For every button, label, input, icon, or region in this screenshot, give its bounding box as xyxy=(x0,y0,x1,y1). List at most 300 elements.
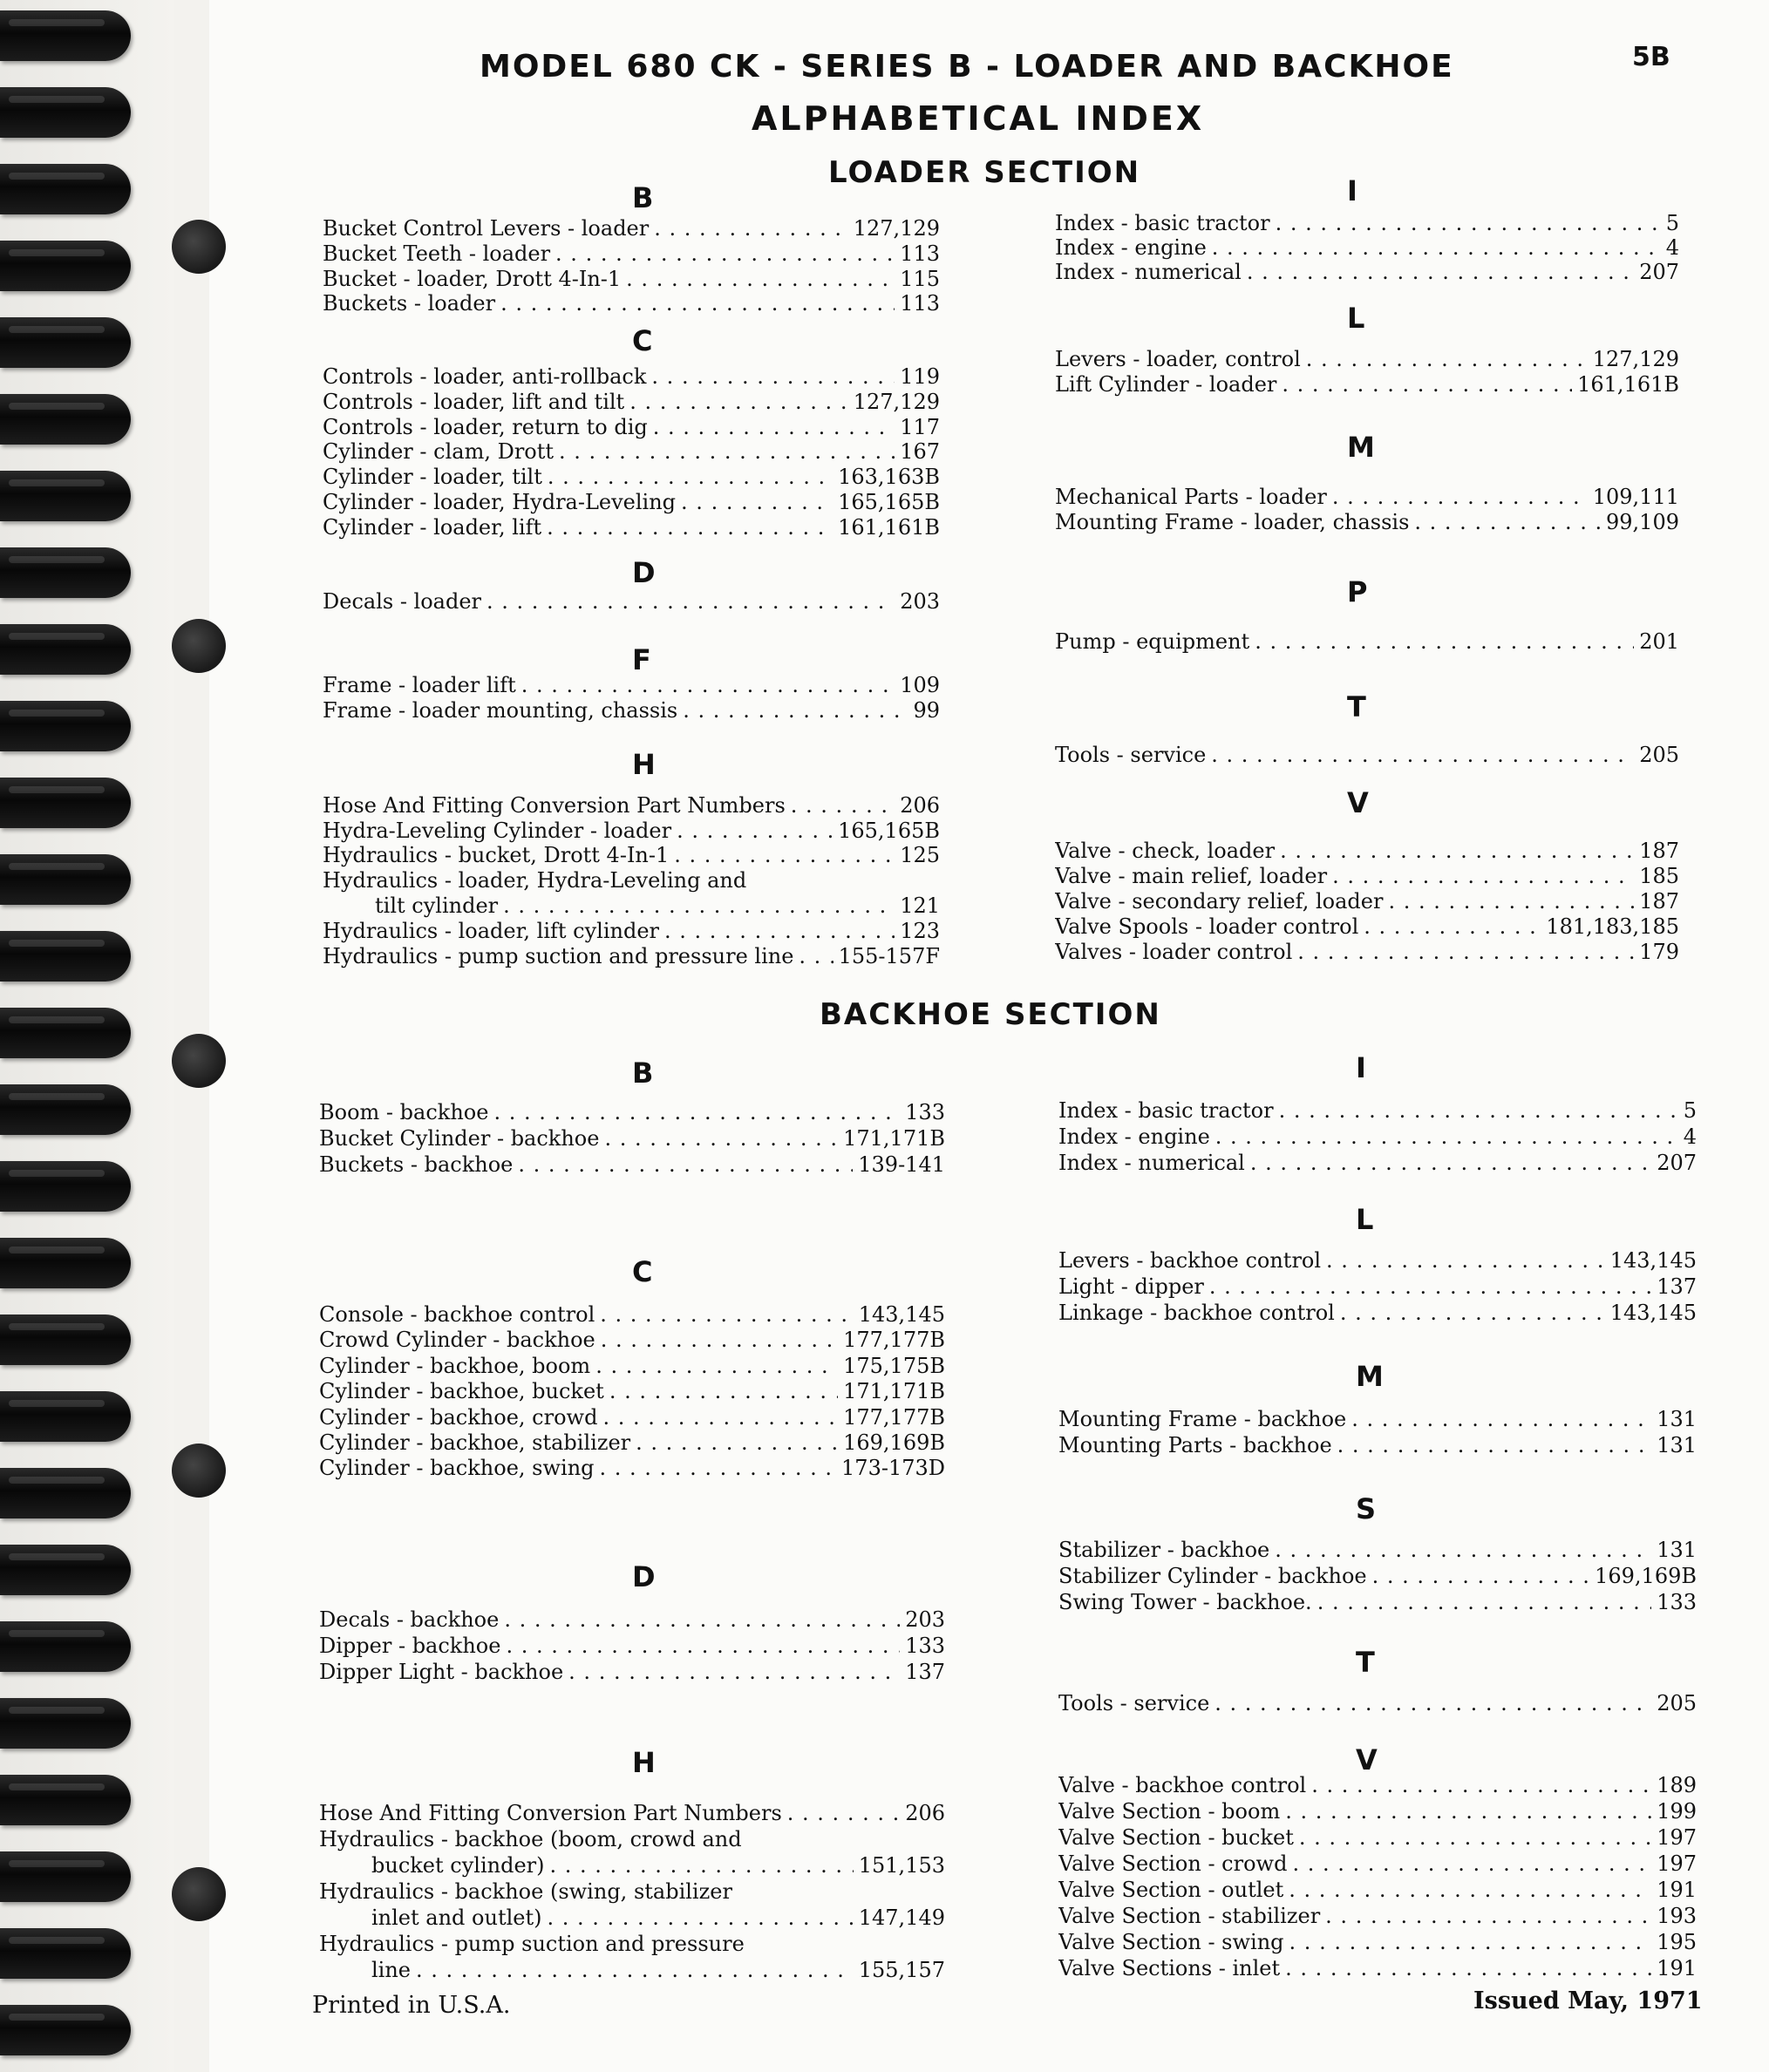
entry-label: Cylinder - backhoe, crowd xyxy=(319,1405,598,1430)
leader-dots xyxy=(1299,1825,1651,1850)
index-entry xyxy=(375,893,940,919)
binding-coil xyxy=(0,317,131,368)
entry-label: Valves - loader control xyxy=(1055,940,1293,964)
index-entry xyxy=(1058,1930,1697,1955)
punch-hole xyxy=(172,619,226,673)
entry-label: Tools - service xyxy=(1055,743,1207,767)
index-entry xyxy=(323,291,940,316)
entry-label: Valve Section - outlet xyxy=(1058,1878,1284,1902)
punch-hole xyxy=(172,220,226,274)
entry-label: Decals - loader xyxy=(323,589,482,614)
entry-label: Bucket Cylinder - backhoe xyxy=(319,1126,600,1151)
binding-coil xyxy=(0,241,131,291)
entry-label: Cylinder - backhoe, bucket xyxy=(319,1379,604,1403)
entry-label: Pump - equipment xyxy=(1055,629,1250,654)
index-entry xyxy=(1058,1538,1697,1563)
index-letter-heading: S xyxy=(1356,1492,1377,1525)
index-entry xyxy=(323,439,940,465)
index-entry xyxy=(1058,1274,1697,1300)
leader-dots xyxy=(1289,1878,1651,1902)
entry-label: Stabilizer - backhoe xyxy=(1058,1538,1270,1562)
binding-coil xyxy=(0,1008,131,1058)
leader-dots xyxy=(626,267,895,291)
entry-page-ref: 99,109 xyxy=(1606,510,1679,534)
leader-dots xyxy=(600,1302,853,1327)
leader-dots xyxy=(1326,1248,1605,1273)
entry-page-ref: 169,169B xyxy=(843,1430,945,1455)
entry-page-ref: 206 xyxy=(900,793,940,818)
entry-label: Index - basic tractor xyxy=(1055,211,1270,235)
entry-label: Cylinder - loader, tilt xyxy=(323,465,542,489)
index-entry xyxy=(371,1853,945,1878)
leader-dots xyxy=(1280,839,1634,863)
entry-page-ref: 131 xyxy=(1657,1538,1697,1562)
binding-coil xyxy=(0,1621,131,1672)
entry-page-ref: 205 xyxy=(1657,1691,1697,1715)
index-entry xyxy=(1055,864,1679,889)
leader-dots xyxy=(500,291,895,316)
entry-page-ref: 171,171B xyxy=(843,1126,945,1151)
entry-page-ref: 155-157F xyxy=(838,944,940,968)
entry-label: Cylinder - backhoe, swing xyxy=(319,1456,595,1480)
index-entry xyxy=(323,415,940,440)
leader-dots xyxy=(595,1354,838,1378)
entry-page-ref: 127,129 xyxy=(853,216,940,241)
index-entry xyxy=(1058,1904,1697,1929)
leader-dots xyxy=(654,216,848,241)
entry-page-ref: 177,177B xyxy=(843,1405,945,1430)
leader-dots xyxy=(1332,485,1588,509)
entry-label: Linkage - backhoe control xyxy=(1058,1301,1335,1325)
entry-label: Index - engine xyxy=(1058,1124,1210,1149)
index-entry xyxy=(319,1328,945,1353)
entry-page-ref: 169,169B xyxy=(1595,1564,1697,1588)
index-entry xyxy=(1055,743,1679,768)
entry-page-ref: 187 xyxy=(1639,839,1679,863)
entry-page-ref: 127,129 xyxy=(853,390,940,414)
punch-hole xyxy=(172,1867,226,1921)
index-entry xyxy=(319,1456,945,1481)
entry-page-ref: 4 xyxy=(1665,235,1679,260)
entry-label: Index - numerical xyxy=(1055,260,1242,284)
entry-label: Valve - main relief, loader xyxy=(1055,864,1328,888)
entry-label: Hydraulics - bucket, Drott 4-In-1 xyxy=(323,843,670,867)
entry-label: Hydra-Leveling Cylinder - loader xyxy=(323,819,672,843)
index-entry xyxy=(319,1430,945,1456)
index-letter-heading: B xyxy=(632,181,654,214)
leader-dots xyxy=(493,1100,900,1124)
entry-label: Hydraulics - loader, lift cylinder xyxy=(323,919,660,943)
index-entry xyxy=(323,465,940,490)
index-entry xyxy=(319,1607,945,1633)
leader-dots xyxy=(600,1456,837,1480)
binding-coil xyxy=(0,10,131,61)
entry-page-ref: 197 xyxy=(1657,1851,1697,1876)
entry-label: Controls - loader, anti-rollback xyxy=(323,364,647,389)
entry-page-ref: 175,175B xyxy=(843,1354,945,1378)
entry-label: Valve - check, loader xyxy=(1055,839,1276,863)
entry-label: Index - basic tractor xyxy=(1058,1098,1274,1123)
footer-issued: Issued May, 1971 xyxy=(1473,1987,1703,2014)
entry-label: line xyxy=(371,1958,412,1982)
binding-coil xyxy=(0,87,131,138)
index-entry xyxy=(323,919,940,944)
leader-dots xyxy=(1215,1124,1678,1149)
entry-page-ref: 113 xyxy=(900,241,940,266)
entry-label: Valve Section - bucket xyxy=(1058,1825,1294,1850)
entry-page-ref: 205 xyxy=(1639,743,1679,767)
leader-dots xyxy=(1388,889,1634,914)
index-entry xyxy=(323,843,940,868)
entry-page-ref: 147,149 xyxy=(858,1906,945,1930)
entry-page-ref: 5 xyxy=(1683,1098,1697,1123)
binding-coil xyxy=(0,394,131,445)
binding-coil xyxy=(0,547,131,598)
index-entry xyxy=(1055,485,1679,510)
entry-label: Frame - loader mounting, chassis xyxy=(323,698,678,723)
index-entry xyxy=(1055,347,1679,372)
binding-coil xyxy=(0,1698,131,1749)
leader-dots xyxy=(1250,1151,1651,1175)
index-entry xyxy=(371,1958,945,1983)
index-entry xyxy=(319,1100,945,1125)
index-entry xyxy=(323,241,940,267)
entry-page-ref: 177,177B xyxy=(843,1328,945,1352)
leader-dots xyxy=(1306,347,1588,371)
entry-label: Valve Section - boom xyxy=(1058,1799,1281,1824)
entry-page-ref: 143,145 xyxy=(858,1302,945,1327)
entry-label: Mechanical Parts - loader xyxy=(1055,485,1327,509)
leader-dots xyxy=(791,793,895,818)
index-entry xyxy=(1058,1433,1697,1458)
index-entry xyxy=(1055,260,1679,285)
index-entry xyxy=(319,1801,945,1826)
entry-page-ref: 207 xyxy=(1639,260,1679,284)
index-letter-heading: L xyxy=(1347,302,1365,335)
entry-page-ref: 201 xyxy=(1639,629,1679,654)
index-letter-heading: C xyxy=(632,1255,653,1288)
entry-page-ref: 207 xyxy=(1657,1151,1697,1175)
leader-dots xyxy=(547,515,833,540)
index-letter-heading: T xyxy=(1347,690,1366,724)
entry-label: Cylinder - clam, Drott xyxy=(323,439,555,464)
binding-coil xyxy=(0,701,131,751)
index-letter-heading: T xyxy=(1356,1646,1375,1679)
entry-page-ref: 113 xyxy=(900,291,940,316)
index-entry xyxy=(323,216,940,241)
leader-dots xyxy=(1276,211,1661,235)
entry-page-ref: 163,163B xyxy=(838,465,940,489)
index-entry xyxy=(319,1379,945,1404)
index-entry xyxy=(1058,1151,1697,1176)
binding-coil xyxy=(0,1391,131,1442)
index-entry xyxy=(323,589,940,615)
leader-dots xyxy=(674,843,895,867)
leader-dots xyxy=(555,241,895,266)
index-entry xyxy=(1055,510,1679,535)
entry-label: Levers - backhoe control xyxy=(1058,1248,1322,1273)
entry-page-ref: 143,145 xyxy=(1609,1248,1697,1273)
entry-label: Index - numerical xyxy=(1058,1151,1245,1175)
leader-dots xyxy=(1364,914,1541,939)
entry-label: Buckets - loader xyxy=(323,291,496,316)
entry-page-ref: 99 xyxy=(913,698,940,723)
leader-dots xyxy=(604,1126,838,1151)
index-entry xyxy=(323,793,940,819)
index-entry xyxy=(371,1906,945,1931)
index-entry xyxy=(323,819,940,844)
spiral-binding xyxy=(0,0,174,2072)
entry-label: bucket cylinder) xyxy=(371,1853,545,1878)
entry-page-ref: 133 xyxy=(905,1100,945,1124)
leader-dots xyxy=(486,589,895,614)
entry-label: Cylinder - loader, Hydra-Leveling xyxy=(323,490,677,514)
entry-label: Cylinder - loader, lift xyxy=(323,515,542,540)
entry-page-ref: 187 xyxy=(1639,889,1679,914)
leader-dots xyxy=(1285,1799,1651,1824)
leader-dots xyxy=(1255,629,1634,654)
entry-label: Valve Section - stabilizer xyxy=(1058,1904,1321,1928)
leader-dots xyxy=(1340,1301,1605,1325)
entry-label: Hose And Fitting Conversion Part Numbers xyxy=(319,1801,782,1825)
entry-label: Mounting Frame - backhoe xyxy=(1058,1407,1347,1431)
entry-label: Valve - secondary relief, loader xyxy=(1055,889,1384,914)
entry-label: Mounting Parts - backhoe xyxy=(1058,1433,1332,1457)
index-entry xyxy=(1058,1301,1697,1326)
leader-dots xyxy=(547,1906,853,1930)
entry-label: Swing Tower - backhoe. xyxy=(1058,1590,1312,1614)
punch-hole xyxy=(172,1034,226,1088)
entry-page-ref: 155,157 xyxy=(858,1958,945,1982)
punch-hole xyxy=(172,1444,226,1498)
entry-page-ref: 199 xyxy=(1657,1799,1697,1824)
index-entry-text: Hydraulics - loader, Hydra-Leveling and xyxy=(323,868,747,893)
index-entry xyxy=(1055,629,1679,655)
index-letter-heading: I xyxy=(1347,174,1357,207)
entry-page-ref: 143,145 xyxy=(1609,1301,1697,1325)
entry-page-ref: 191 xyxy=(1657,1956,1697,1980)
index-entry xyxy=(1058,1773,1697,1798)
entry-label: Index - engine xyxy=(1055,235,1207,260)
entry-page-ref: 167 xyxy=(900,439,940,464)
binding-coil xyxy=(0,1775,131,1825)
footer-printed: Printed in U.S.A. xyxy=(312,1992,511,2019)
leader-dots xyxy=(1414,510,1601,534)
index-entry xyxy=(323,364,940,390)
leader-dots xyxy=(1279,1098,1678,1123)
index-entry-text: Hydraulics - backhoe (swing, stabilizer xyxy=(319,1879,732,1904)
index-entry xyxy=(1058,1590,1697,1615)
entry-page-ref: 117 xyxy=(900,415,940,439)
entry-page-ref: 5 xyxy=(1665,211,1679,235)
index-entry xyxy=(1055,839,1679,864)
leader-dots xyxy=(1372,1564,1589,1588)
entry-label: Bucket Teeth - loader xyxy=(323,241,551,266)
index-letter-heading: C xyxy=(632,324,653,357)
index-entry xyxy=(1058,1825,1697,1851)
entry-page-ref: 203 xyxy=(905,1607,945,1632)
entry-label: Mounting Frame - loader, chassis xyxy=(1055,510,1410,534)
index-letter-heading: D xyxy=(632,556,656,589)
binding-coil xyxy=(0,1928,131,1979)
leader-dots xyxy=(1214,1691,1651,1715)
binding-coil xyxy=(0,1161,131,1212)
index-letter-heading: D xyxy=(632,1560,656,1593)
binding-coil xyxy=(0,1315,131,1365)
index-entry xyxy=(1058,1098,1697,1124)
index-entry xyxy=(319,1302,945,1328)
entry-label: Bucket - loader, Drott 4-In-1 xyxy=(323,267,622,291)
entry-label: Dipper Light - backhoe xyxy=(319,1660,564,1684)
index-entry-text: Hydraulics - backhoe (boom, crowd and xyxy=(319,1827,742,1851)
leader-dots xyxy=(601,1328,838,1352)
entry-page-ref: 119 xyxy=(900,364,940,389)
index-entry xyxy=(323,673,940,698)
entry-page-ref: 139-141 xyxy=(858,1152,945,1177)
entry-label: Boom - backhoe xyxy=(319,1100,489,1124)
index-letter-heading: M xyxy=(1347,431,1375,464)
leader-dots xyxy=(609,1379,838,1403)
index-letter-heading: H xyxy=(632,1746,656,1779)
entry-page-ref: 203 xyxy=(900,589,940,614)
leader-dots xyxy=(550,1853,854,1878)
index-entry xyxy=(323,390,940,415)
entry-label: Dipper - backhoe xyxy=(319,1634,501,1658)
index-entry xyxy=(1058,1124,1697,1150)
leader-dots xyxy=(636,1430,838,1455)
leader-dots xyxy=(504,1607,900,1632)
leader-dots xyxy=(1351,1407,1651,1431)
index-entry xyxy=(1058,1407,1697,1432)
entry-page-ref: 151,153 xyxy=(858,1853,945,1878)
loader-section-title: LOADER SECTION xyxy=(828,155,1141,190)
leader-dots xyxy=(602,1405,838,1430)
entry-label: inlet and outlet) xyxy=(371,1906,542,1930)
entry-page-ref: 133 xyxy=(1657,1590,1697,1614)
entry-page-ref: 123 xyxy=(900,919,940,943)
leader-dots xyxy=(1317,1590,1652,1614)
leader-dots xyxy=(799,944,833,968)
binding-coil xyxy=(0,2005,131,2055)
entry-label: Hydraulics - pump suction and pressure line xyxy=(323,944,794,968)
index-entry xyxy=(1055,372,1679,397)
entry-page-ref: 133 xyxy=(905,1634,945,1658)
binding-coil xyxy=(0,164,131,214)
entry-label: Hose And Fitting Conversion Part Numbers xyxy=(323,793,786,818)
entry-page-ref: 131 xyxy=(1657,1433,1697,1457)
entry-page-ref: 165,165B xyxy=(838,819,940,843)
leader-dots xyxy=(1332,864,1634,888)
leader-dots xyxy=(568,1660,900,1684)
entry-page-ref: 197 xyxy=(1657,1825,1697,1850)
entry-page-ref: 171,171B xyxy=(843,1379,945,1403)
binding-coil xyxy=(0,1545,131,1595)
leader-dots xyxy=(681,490,833,514)
leader-dots xyxy=(1297,940,1634,964)
index-entry xyxy=(1058,1878,1697,1903)
index-letter-heading: B xyxy=(632,1056,654,1090)
page-number: 5B xyxy=(1632,42,1670,72)
binding-coil xyxy=(0,1851,131,1902)
entry-label: Crowd Cylinder - backhoe xyxy=(319,1328,595,1352)
leader-dots xyxy=(518,1152,853,1177)
backhoe-section-title: BACKHOE SECTION xyxy=(820,997,1161,1032)
binding-coil xyxy=(0,624,131,675)
binding-coil xyxy=(0,1084,131,1135)
index-letter-heading: H xyxy=(632,748,656,781)
entry-page-ref: 109,111 xyxy=(1592,485,1679,509)
leader-dots xyxy=(506,1634,900,1658)
leader-dots xyxy=(503,893,895,918)
leader-dots xyxy=(521,673,895,697)
index-entry xyxy=(319,1354,945,1379)
entry-page-ref: 191 xyxy=(1657,1878,1697,1902)
document-title: MODEL 680 CK - SERIES B - LOADER AND BACKHOE xyxy=(480,49,1454,85)
index-entry xyxy=(1058,1851,1697,1877)
leader-dots xyxy=(1247,260,1634,284)
index-letter-heading: V xyxy=(1356,1743,1378,1776)
leader-dots xyxy=(1211,743,1634,767)
index-entry xyxy=(319,1152,945,1178)
index-entry xyxy=(1055,914,1679,940)
entry-page-ref: 195 xyxy=(1657,1930,1697,1954)
leader-dots xyxy=(1285,1956,1651,1980)
leader-dots xyxy=(1282,372,1572,397)
leader-dots xyxy=(1289,1930,1652,1954)
entry-page-ref: 165,165B xyxy=(838,490,940,514)
index-title: ALPHABETICAL INDEX xyxy=(752,99,1205,138)
entry-page-ref: 109 xyxy=(900,673,940,697)
entry-page-ref: 193 xyxy=(1657,1904,1697,1928)
index-letter-heading: P xyxy=(1347,575,1368,608)
index-entry xyxy=(1055,235,1679,261)
binding-coil xyxy=(0,854,131,905)
index-entry xyxy=(1055,211,1679,236)
entry-page-ref: 161,161B xyxy=(1577,372,1679,397)
binding-coil xyxy=(0,931,131,982)
entry-label: Cylinder - backhoe, stabilizer xyxy=(319,1430,631,1455)
index-entry xyxy=(1058,1691,1697,1716)
index-entry xyxy=(323,515,940,540)
entry-label: Lift Cylinder - loader xyxy=(1055,372,1277,397)
leader-dots xyxy=(664,919,895,943)
entry-label: Bucket Control Levers - loader xyxy=(323,216,650,241)
entry-page-ref: 137 xyxy=(905,1660,945,1684)
index-letter-heading: F xyxy=(632,643,651,676)
entry-page-ref: 121 xyxy=(900,893,940,918)
entry-label: tilt cylinder xyxy=(375,893,499,918)
binding-coil xyxy=(0,471,131,521)
leader-dots xyxy=(683,698,908,723)
entry-label: Valve Section - crowd xyxy=(1058,1851,1288,1876)
index-entry xyxy=(323,944,940,969)
leader-dots xyxy=(416,1958,854,1982)
index-letter-heading: I xyxy=(1356,1051,1366,1084)
leader-dots xyxy=(1275,1538,1651,1562)
entry-label: Console - backhoe control xyxy=(319,1302,595,1327)
index-entry xyxy=(1058,1956,1697,1981)
binding-coil xyxy=(0,1238,131,1288)
index-entry xyxy=(323,267,940,292)
entry-label: Stabilizer Cylinder - backhoe xyxy=(1058,1564,1367,1588)
index-entry xyxy=(1055,889,1679,914)
entry-label: Valve Spools - loader control xyxy=(1055,914,1359,939)
binding-coil xyxy=(0,778,131,828)
entry-label: Frame - loader lift xyxy=(323,673,516,697)
index-letter-heading: L xyxy=(1356,1203,1374,1236)
leader-dots xyxy=(651,364,895,389)
index-entry xyxy=(1055,940,1679,965)
